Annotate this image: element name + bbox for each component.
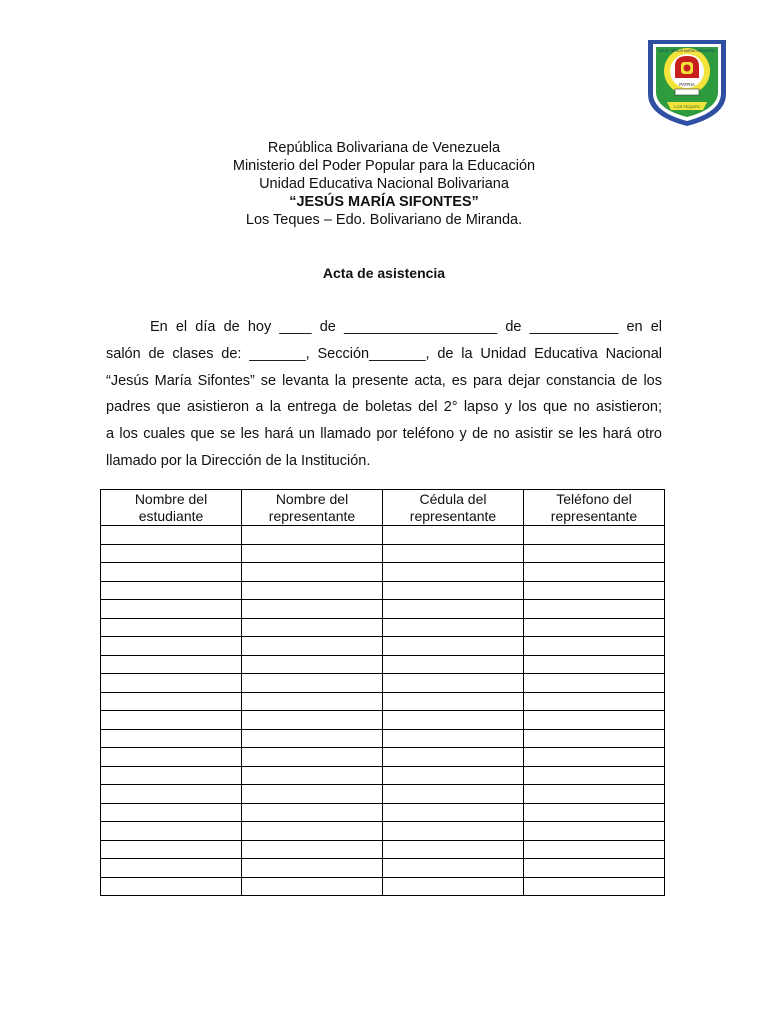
cell-representative-name xyxy=(242,877,383,896)
cell-representative-name xyxy=(242,840,383,859)
table-row xyxy=(101,803,665,822)
cell-representative-phone xyxy=(524,655,665,674)
table-row xyxy=(101,544,665,563)
table-row xyxy=(101,729,665,748)
cell-representative-id xyxy=(383,655,524,674)
cell-representative-phone xyxy=(524,822,665,841)
cell-student-name xyxy=(101,692,242,711)
cell-representative-name xyxy=(242,711,383,730)
table-header-row xyxy=(101,490,665,526)
document-header xyxy=(0,139,768,229)
cell-representative-phone xyxy=(524,748,665,767)
cell-student-name xyxy=(101,803,242,822)
header-school-name: “JESÚS MARÍA SIFONTES” xyxy=(289,194,479,210)
cell-representative-id xyxy=(383,877,524,896)
cell-representative-name xyxy=(242,581,383,600)
paragraph-line: salón de clases de: _______, Sección_______, de la Unidad Educativa Nacional xyxy=(106,345,662,362)
cell-representative-id xyxy=(383,711,524,730)
cell-representative-id xyxy=(383,729,524,748)
cell-student-name xyxy=(101,618,242,637)
table-row xyxy=(101,840,665,859)
document-title: Acta de asistencia xyxy=(322,265,446,281)
attendance-table xyxy=(100,489,665,896)
table-row xyxy=(101,748,665,767)
cell-representative-id xyxy=(383,766,524,785)
cell-representative-phone xyxy=(524,637,665,656)
cell-representative-phone xyxy=(524,618,665,637)
header-representative-name: Nombre del representante xyxy=(242,490,383,526)
paragraph-line: a los cuales que se les hará un llamado por teléfono y de no asistir se les hará otro xyxy=(106,426,662,443)
cell-representative-phone xyxy=(524,766,665,785)
cell-representative-phone xyxy=(524,711,665,730)
cell-student-name xyxy=(101,563,242,582)
crest-book xyxy=(675,89,699,95)
cell-student-name xyxy=(101,785,242,804)
table-row xyxy=(101,859,665,878)
cell-representative-name xyxy=(242,637,383,656)
crest-center-dot xyxy=(684,65,691,72)
header-location: Los Teques – Edo. Bolivariano de Miranda. xyxy=(245,212,523,228)
cell-student-name xyxy=(101,655,242,674)
cell-representative-id xyxy=(383,637,524,656)
cell-representative-id xyxy=(383,526,524,545)
cell-representative-phone xyxy=(524,840,665,859)
cell-representative-id xyxy=(383,563,524,582)
cell-student-name xyxy=(101,859,242,878)
cell-student-name xyxy=(101,748,242,767)
cell-representative-name xyxy=(242,692,383,711)
header-representative-phone: Teléfono del representante xyxy=(524,490,665,526)
cell-representative-id xyxy=(383,674,524,693)
cell-representative-name xyxy=(242,618,383,637)
table-row xyxy=(101,785,665,804)
cell-representative-phone xyxy=(524,563,665,582)
cell-representative-name xyxy=(242,563,383,582)
paragraph-line: llamado por la Dirección de la Institución. xyxy=(106,452,371,469)
crest-ribbon-text: LOS TEQUES xyxy=(674,104,700,109)
paragraph-line: En el día de hoy ____ de ___________________ de ___________ en el xyxy=(150,319,662,335)
cell-representative-phone xyxy=(524,785,665,804)
table-row xyxy=(101,637,665,656)
cell-student-name xyxy=(101,766,242,785)
table-row xyxy=(101,581,665,600)
header-ministry: Ministerio del Poder Popular para la Educación xyxy=(232,158,536,174)
paragraph-line: “Jesús María Sifontes” se levanta la presente acta, es para dejar constancia de los xyxy=(106,372,662,389)
cell-student-name xyxy=(101,840,242,859)
table-row xyxy=(101,563,665,582)
cell-representative-name xyxy=(242,859,383,878)
cell-representative-id xyxy=(383,859,524,878)
cell-representative-phone xyxy=(524,692,665,711)
table-row xyxy=(101,674,665,693)
header-institution-type: Unidad Educativa Nacional Bolivariana xyxy=(259,176,509,192)
cell-student-name xyxy=(101,526,242,545)
table-row xyxy=(101,711,665,730)
cell-representative-name xyxy=(242,655,383,674)
table-row xyxy=(101,877,665,896)
cell-representative-phone xyxy=(524,674,665,693)
cell-representative-name xyxy=(242,766,383,785)
cell-representative-phone xyxy=(524,544,665,563)
cell-representative-id xyxy=(383,840,524,859)
cell-representative-name xyxy=(242,785,383,804)
header-republic: República Bolivariana de Venezuela xyxy=(267,140,501,156)
header-student-name: Nombre del estudiante xyxy=(101,490,242,526)
cell-representative-name xyxy=(242,729,383,748)
cell-representative-phone xyxy=(524,877,665,896)
cell-representative-id xyxy=(383,748,524,767)
body-paragraph xyxy=(106,314,662,475)
cell-student-name xyxy=(101,581,242,600)
cell-representative-id xyxy=(383,822,524,841)
cell-representative-name xyxy=(242,748,383,767)
table-row xyxy=(101,526,665,545)
cell-student-name xyxy=(101,822,242,841)
cell-representative-id xyxy=(383,544,524,563)
cell-representative-phone xyxy=(524,581,665,600)
cell-representative-name xyxy=(242,600,383,619)
paragraph-line: padres que asistieron a la entrega de boletas del 2° lapso y los que no asistieron; xyxy=(106,399,662,416)
table-row xyxy=(101,618,665,637)
table-row xyxy=(101,692,665,711)
cell-student-name xyxy=(101,674,242,693)
cell-representative-phone xyxy=(524,526,665,545)
cell-representative-name xyxy=(242,526,383,545)
cell-representative-phone xyxy=(524,803,665,822)
cell-representative-id xyxy=(383,803,524,822)
header-representative-id: Cédula del representante xyxy=(383,490,524,526)
cell-student-name xyxy=(101,600,242,619)
table-row xyxy=(101,600,665,619)
crest-center-text: PATRIA xyxy=(679,82,695,87)
cell-student-name xyxy=(101,544,242,563)
cell-representative-id xyxy=(383,692,524,711)
table-row xyxy=(101,822,665,841)
cell-student-name xyxy=(101,637,242,656)
cell-representative-name xyxy=(242,822,383,841)
cell-representative-id xyxy=(383,600,524,619)
cell-student-name xyxy=(101,729,242,748)
cell-representative-id xyxy=(383,618,524,637)
cell-student-name xyxy=(101,711,242,730)
cell-representative-id xyxy=(383,581,524,600)
cell-representative-phone xyxy=(524,600,665,619)
table-row xyxy=(101,655,665,674)
table-row xyxy=(101,766,665,785)
cell-representative-name xyxy=(242,674,383,693)
cell-student-name xyxy=(101,877,242,896)
school-crest-logo xyxy=(645,36,729,128)
crest-ring-text: U.E.N. "JESUS MARIA SIFONTES" xyxy=(658,49,716,53)
cell-representative-phone xyxy=(524,729,665,748)
cell-representative-phone xyxy=(524,859,665,878)
cell-representative-name xyxy=(242,803,383,822)
cell-representative-id xyxy=(383,785,524,804)
cell-representative-name xyxy=(242,544,383,563)
